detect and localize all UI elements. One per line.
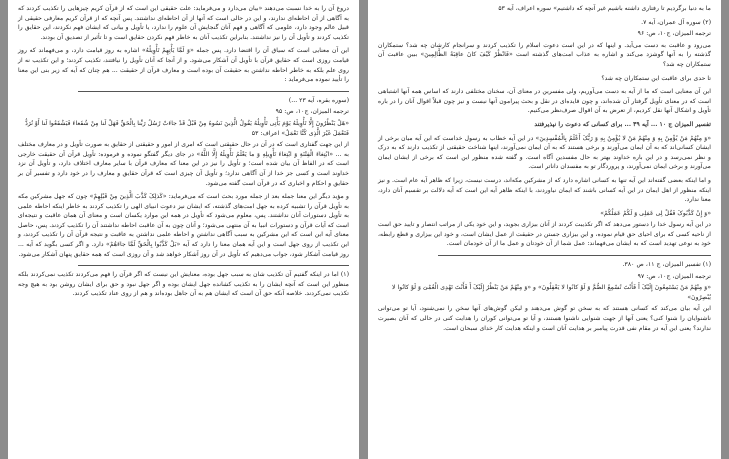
footnote-divider (78, 265, 349, 266)
right-page (368, 0, 721, 459)
right-reference-page: ترجمه المیزان، ج۱۰، ص: ۹۶ (637, 30, 711, 38)
right-quote-1: «وَ مِنْهُمْ مَنْ یُؤْمِنُ بِهِ وَ مِنْهُمْ مَنْ لا یُؤْمِنُ بِهِ وَ رَبُّکَ أَعْلَمُ بِالْمُفْسِدِینَ» در این آیه خطاب به رسول خداست که این آیه میان برخی از ایشان کسانی‌اند که به آن ایمان می‌آورند و برخی هستند که به آن ایمان نمی‌آورند، اینها شناخت حقیقتی از تکذیب دارند که به درک و نظر نمی‌رسد و در این باره خداوند بهتر به حال مفسدین آگاه است. و گفته شده منظور این است که برخی از ایشان ایمان می‌آورند و برخی ایمان نمی‌آورند، و پروردگار تو به مفسدان داناتر است. (378, 134, 711, 171)
right-divider (438, 255, 711, 256)
left-intro-paragraph: دروغ آن را به خدا نسبت می‌دهند «بیان می‌دارد و می‌فرماید: علت حقیقی این است که از قرآن کریم چیزهایی را تکذیب کردند که به آگاهی از آن احاطه‌ای ندارند، و این در حالی است که آنها از آن احاطه‌ای نداشتند. پس آنچه که از قرآن کریم معارفی حقیقی از قبیل عالم وجود دارد، علومی که آگاهی و فهم آنان گنجایش آن علوم را ندارد، یا تأویل و بیانی که ایشان فهم نکردند، این حقایق را تکذیب کردند و تأویل آن را نیز نداشتند. بنابراین تکذیب آنان به خاطر فهم نکردن حقایق است و تا تأثیر از تصدیق آن بودند. (18, 5, 349, 41)
right-paragraph-5: و اما اینکه بعضی گفته‌اند این آیه تنها به کسانی اشاره دارد که از مشرکین مکه‌اند، درست نیست، زیرا که ظاهر آیه عام است. و نیز اینکه منظور از اهل ایمان در این آیه کسانی باشند که ایمان نیاوردند، با اینکه ظاهر آیه این است که آیه دلالت بر تقسیم آنان دارد، معنا ندارد. (378, 176, 711, 204)
left-paragraph-2: این آن معنایی است که سیاق آن را اقتضا دارد. پس جمله «وَ لَمَّا یَأْتِهِمْ تَأْوِیلُهُ» اشاره به روز قیامت دارد، و می‌فهماند که روز قیامت روزی است که حقایق قرآن با تأویل آن آشکار می‌شود. و از آنجا که آنان تأویل را نیافتند، تکذیب کردند؛ و این تکذیب نه از روی علم بلکه به خاطر احاطه نداشتن به حقیقت آن بوده است و معارف قرآن از حقیقت ... هم چنان که آیه که زیر بنی این معنا را تأیید نموده می‌فرماید : (18, 47, 349, 84)
left-reference: (سوره بقره، آیه ۲۳ ...) (288, 96, 349, 104)
right-reference-2-page: ترجمه المیزان، ج۱۰، ص: ۹۷ (637, 272, 711, 280)
left-quote: «هَلْ یَنْظُرُونَ إِلَّا تَأْوِیلَهُ یَوْمَ یَأْتِی تَأْوِیلُهُ یَقُولُ الَّذِینَ نَسُوهُ مِنْ قَبْلُ قَدْ جاءَتْ رُسُلُ رَبِّنا بِالْحَقِّ فَهَلْ لَنا مِنْ شُفَعاءَ فَیَشْفَعُوا لَنا أَوْ نُرَدُّ فَنَعْمَلَ غَیْرَ الَّذِی کُنَّا نَعْمَلُ» اعراف: ۵۳ (25, 119, 349, 137)
right-paragraph-2: می‌رود و عاقبت به دست می‌آید. و اینها که در این است دعوت اسلام را تکذیب کردند و سرانجام کارشان چه شد؟ ستمکاران گذشته را به آنها گوشزد می‌کند و اشاره به عذاب امت‌های گذشته است «فَانْظُرْ کَیْفَ کانَ عاقِبَةُ الظَّالِمِینَ» ببین عاقبت آن ستمکاران چه شد؟ (378, 41, 711, 68)
left-page (8, 0, 359, 459)
right-paragraph-6: در این آیه رسول خدا را دستور می‌دهد که اگر تکذیبت کردند از آنان بیزاری بجوید، و این خود یکی از مراتب انتصار و تایید حق است از ناحیه کسی که برای احیای حق قیام نموده، و این بیزاری جستن در حقیقت از عمل ایشان است، و خود این بیزاری و قطع رابطه، خود به نوعی تهدید است که به ایشان می‌فهماند: عمل شما از آن خودتان و عمل ما از آن خودمان است. (378, 221, 711, 248)
right-quote-3: «وَ مِنْهُمْ مَنْ یَسْتَمِعُونَ إِلَیْکَ أَ فَأَنْتَ تُسْمِعُ الصُّمَّ وَ لَوْ کانُوا لا یَعْقِلُونَ» و «وَ مِنْهُمْ مَنْ یَنْظُرُ إِلَیْکَ أَ فَأَنْتَ تَهْدِی الْعُمْیَ وَ لَوْ کانُوا لا یُبْصِرُونَ» (392, 284, 711, 301)
left-footnote: (۱) اما در اینکه گفتیم آن تکذیب شان به سبب جهل بوده، معنایش این نیست که اگر قرآن را فهم می‌کردند تکذیب نمی‌کردند بلکه منظور این است که آنچه ایشان را به تکذیب کشانده جهل ایشان بوده و اگر جهل نبود و حق برای ایشان روشن بود به هیچ وجه تکذیب نمی‌کردند. خلاصه آنکه حق آن است که ایشان هم به آن جاهل بوده‌اند و هم از روی عناد تکذیب کردند. (18, 271, 349, 298)
right-paragraph-4: این آن معنایی است که ما از آیه به دست می‌آوریم، ولی مفسرین در معنای آن، سخنان مختلفی دارند که اساس همه آنها اشتباهی است که در معنای تأویل گرفتار آن شده‌اند، و چون فایده‌ای در نقل و بحث پیرامون آنها نیست و نیز چون قبلاً اقوال آنان را در باره تأویل و اشکال آنها نقل کردیم، از تعرض به آن اقوال صرف‌نظر می‌کنیم. (378, 88, 711, 115)
right-paragraph-7: این آیه بیان می‌کند که کسانی هستند که به سخن تو گوش می‌دهند و لیکن گوش‌های آنها سخن را نمی‌شنود، آیا تو می‌توانی ناشنوایان را شنوا کنی؟ یعنی آنها از جهت شنوایی ناشنوا هستند، و آیا تو می‌توانی کوران را هدایت کنی در حالی که آنان بصیرت ندارند؟ یعنی این آیه در مقام نفی قدرت پیامبر بر هدایت آنان است و اینکه هدایت کار خدای سبحان است. (378, 305, 711, 332)
right-reference: (۲) سوره آل عمران، آیه ۷. (641, 18, 711, 26)
right-paragraph-1: ما به دنیا برگردیم تا رفتاری داشته باشیم غیر آنچه که داشتیم» سوره اعراف، آیه ۵۳ (498, 5, 711, 12)
section-heading: تفسیر المیزان ج ۱۰ ... آیه ۳۹ ... برای کسانی که دعوت را نپذیرفتند (534, 120, 711, 128)
left-paragraph-4: و مؤید دیگر این معنا جمله بعد از جمله مورد بحث است که می‌فرماید: «کَذلِکَ کَذَّبَ الَّذِینَ مِنْ قَبْلِهِمْ» چون که جهل مشرکین مکه به تأویل قرآن را تشبیه کرده به جهل امت‌های گذشته، که ایشان نیز دعوت انبیای الهی را تکذیب کردند به خاطر اینکه احاطه علمی به تأویل دستورات آنان نداشتند. پس، معلوم می‌شود که تأویل در همه این موارد یکسان است و معنای آن همان عاقبت و نتیجه‌ای است که آیات قرآن و دستورات انبیا به آن منتهی می‌شود؛ و آنان چون به آن عاقبت احاطه نداشتند آن را تکذیب کردند. پس، حاصل معنای آیه این است که این مشرکین به سبب آگاهی نداشتن و احاطه علمی نداشتن به عاقبت و نتیجه قرآن آن را تکذیب کردند، و این تکذیب از روی جهل است و این آیه همان معنا را دارد که آیه «بَلْ کَذَّبُوا بِالْحَقِّ لَمَّا جاءَهُمْ» دارد. و اگر کسی بگوید که آیه ... روز قیامت آشکار شود، جواب می‌دهیم که تأویل در آن روز آشکار خواهد شد و آن روزی است که همه حقایق پنهان آشکار می‌شود. (18, 193, 349, 258)
left-reference-page: ترجمه المیزان، ج۱۰، ص: ۹۵ (275, 108, 349, 116)
right-paragraph-3: تا حدی برای عاقبت این ستمکاران چه شد؟ (601, 74, 711, 82)
left-paragraph-3: از این جهت گفتاری است که در آن در حال حقیقتی است که امری از امور و حقیقتی از حقایق به صورت تأویل و در معارف مختلف به ... «ابْتِغاءَ الْفِتْنَةِ وَ ابْتِغاءَ تَأْوِیلِهِ وَ ما یَعْلَمُ تَأْوِیلَهُ إِلَّا اللَّهُ» در جای دیگر گفتگو نموده و فرموده: تأویل قرآن آن حقیقت خارجی است که در الفاظ آن بیان شده است؛ و تأویل را نیز در این معنا که معارف قرآن با سایر معارف اختلاف دارد، و تأویل آن نزد خداوند است و کسی جز خدا از آن آگاهی ندارد؛ و تأویل آن چیزی است که قرآن حقایق و معارف را در خود دارد و تفسیر آن بر حقایق و احکام و اخباری که در قرآن است گفته می‌شود. (18, 141, 349, 187)
right-quote-2: «وَ إِنْ کَذَّبُوکَ فَقُلْ لِی عَمَلِی وَ لَکُمْ عَمَلُکُمْ» (600, 209, 711, 217)
divider (78, 91, 349, 92)
right-reference-2: (۱) تفسیر المیزان، ج ۱۱، ص ۳۸۰. (622, 261, 711, 269)
